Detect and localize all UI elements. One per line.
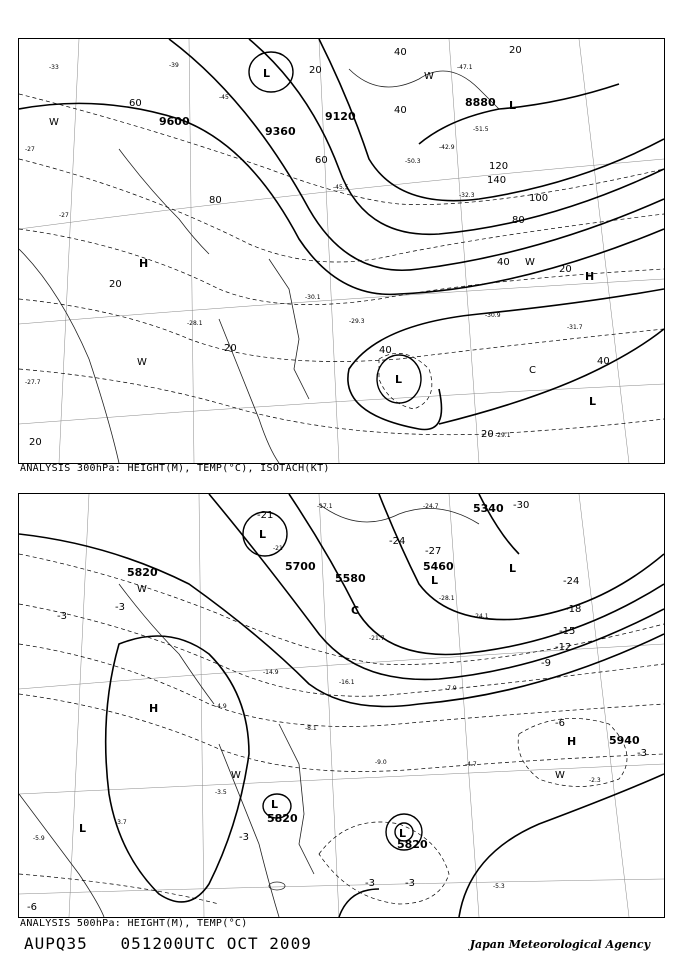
station-value: -2.3	[589, 777, 601, 784]
chart-300hpa-caption: ANALYSIS 300hPa: HEIGHT(M), TEMP(°C), ISOTACH(KT)	[20, 463, 330, 474]
isotherm-label: -27	[425, 546, 442, 557]
temperature-value: -27	[25, 146, 35, 153]
agency-name: Japan Meteorological Agency	[469, 938, 650, 951]
height-label: 5820	[127, 566, 158, 579]
isotherm-label: -18	[565, 604, 582, 615]
isotach-label: 80	[512, 215, 525, 226]
chart-500hpa-caption: ANALYSIS 500hPa: HEIGHT(M), TEMP(°C)	[20, 918, 248, 929]
chart-500hpa	[18, 493, 665, 918]
station-value: -5.3	[493, 883, 505, 890]
station-value: -24.7	[423, 503, 439, 510]
isotach-label: 20	[481, 429, 494, 440]
isotach-label: 40	[497, 257, 510, 268]
isotach-label: 20	[29, 437, 42, 448]
isotach-label: 40	[394, 105, 407, 116]
station-value: -3.7	[115, 819, 127, 826]
isotherm-label: -12	[555, 642, 572, 653]
height-label: 5820	[397, 838, 428, 851]
low-marker: L	[509, 99, 517, 112]
station-value: -21.7	[369, 635, 385, 642]
temperature-value: -32.3	[459, 192, 475, 199]
isotach-label: 120	[489, 161, 509, 172]
product-code: AUPQ35	[24, 934, 88, 953]
low-marker: L	[271, 798, 279, 811]
isotherm-label: -9	[541, 658, 551, 669]
temperature-value: -50.3	[405, 158, 421, 165]
isotherm-label: -3	[239, 832, 249, 843]
wind-mark: W	[555, 770, 565, 781]
height-label: 5940	[609, 734, 640, 747]
low-marker: L	[79, 822, 87, 835]
isotach-label: 80	[209, 195, 222, 206]
low-marker: L	[259, 528, 267, 541]
chart-300hpa	[18, 38, 665, 464]
isotherm-label: -24	[563, 576, 580, 587]
isotach-label: 60	[315, 155, 328, 166]
isotherm-label: -6	[27, 902, 37, 913]
closed-low-circles	[243, 512, 422, 850]
wind-mark-group	[49, 71, 536, 376]
temperature-value: -29.1	[495, 432, 511, 439]
isotherm-label: -30	[513, 500, 530, 511]
station-value: -21	[273, 545, 283, 552]
isotach-label: 40	[597, 356, 610, 367]
station-value: -14.9	[263, 669, 279, 676]
height-contours	[19, 494, 664, 917]
isotherm-label: -21	[257, 510, 274, 521]
temperature-value: -33	[49, 64, 59, 71]
height-label: 5340	[473, 502, 504, 515]
height-label: 9600	[159, 115, 190, 128]
low-marker: L	[395, 373, 403, 386]
temperature-value: -28.1	[187, 320, 203, 327]
temperature-value: -31.7	[567, 324, 583, 331]
station-value: -24.1	[473, 613, 489, 620]
wind-mark: W	[49, 117, 59, 128]
station-value: -5.9	[33, 835, 45, 842]
wind-mark: C	[529, 365, 536, 376]
isotherm-label-group	[27, 500, 647, 913]
high-marker: H	[149, 702, 159, 715]
isotherm-label: -3	[115, 602, 125, 613]
isotach-label: 20	[109, 279, 122, 290]
isotherm-label: -3	[365, 878, 375, 889]
low-marker: L	[263, 67, 271, 80]
isotach-label: 20	[309, 65, 322, 76]
low-marker: L	[509, 562, 517, 575]
height-label: 9360	[265, 125, 296, 138]
chart-300hpa-svg	[19, 39, 664, 463]
station-value: -17.1	[317, 503, 333, 510]
height-label-group	[127, 502, 640, 851]
isotherm-label: -24	[389, 536, 406, 547]
chart-500hpa-svg	[19, 494, 664, 917]
height-label: 5580	[335, 572, 366, 585]
valid-time: 051200UTC OCT 2009	[120, 934, 312, 953]
height-label: 5700	[285, 560, 316, 573]
temperature-value: -45.5	[333, 184, 349, 191]
temperature-value-group	[25, 62, 583, 439]
isotach-label: 20	[509, 45, 522, 56]
isotherm-label: -3	[637, 748, 647, 759]
height-label: 5820	[267, 812, 298, 825]
station-value: -28.1	[439, 595, 455, 602]
height-label-group	[159, 96, 496, 138]
station-value: -3.5	[215, 789, 227, 796]
low-marker: L	[589, 395, 597, 408]
coastlines	[19, 69, 499, 463]
isotach-label: 140	[487, 175, 507, 186]
station-value: -4.7	[465, 761, 477, 768]
temperature-value: -27	[59, 212, 69, 219]
temperature-value: -47.1	[457, 64, 473, 71]
high-marker: H	[585, 270, 595, 283]
temperature-value: -39	[169, 62, 179, 69]
temperature-value: -27.7	[25, 379, 41, 386]
height-label: 9120	[325, 110, 356, 123]
lat-lon-grid	[19, 39, 664, 463]
isotach-label: 100	[529, 193, 549, 204]
station-value: -7.9	[445, 685, 457, 692]
station-value: -8.1	[305, 725, 317, 732]
temperature-value: -51.5	[473, 126, 489, 133]
product-line	[24, 934, 334, 953]
low-marker: L	[399, 827, 407, 840]
wind-mark: W	[137, 357, 147, 368]
isotherm-label: -6	[555, 718, 565, 729]
temperature-value: -29.3	[349, 318, 365, 325]
high-marker: H	[567, 735, 577, 748]
high-marker: H	[139, 257, 149, 270]
wind-mark: W	[424, 71, 434, 82]
isotach-label: 20	[559, 264, 572, 275]
low-marker: L	[431, 574, 439, 587]
height-contours	[19, 39, 664, 430]
isotach-label: 20	[224, 343, 237, 354]
wind-mark: W	[231, 770, 241, 781]
isotach-label: 40	[379, 345, 392, 356]
isotherm-label: -15	[559, 626, 576, 637]
isotherm-label: -3	[405, 878, 415, 889]
temperature-value: -30.1	[305, 294, 321, 301]
isotach-label: 40	[394, 47, 407, 58]
station-value: -16.1	[339, 679, 355, 686]
temperature-value: -42.9	[439, 144, 455, 151]
height-label: 8880	[465, 96, 496, 109]
wind-mark: W	[137, 584, 147, 595]
temperature-value: -30.9	[485, 312, 501, 319]
temperature-value: -45	[219, 94, 229, 101]
station-value: -9.0	[375, 759, 387, 766]
cold-marker: C	[351, 604, 360, 617]
isotach-label: 60	[129, 98, 142, 109]
pressure-system-group	[139, 67, 596, 408]
station-value: -4.9	[215, 703, 227, 710]
isotherm-label: -3	[57, 611, 67, 622]
height-label: 5460	[423, 560, 454, 573]
wind-mark: W	[525, 257, 535, 268]
lat-lon-grid	[19, 494, 664, 917]
